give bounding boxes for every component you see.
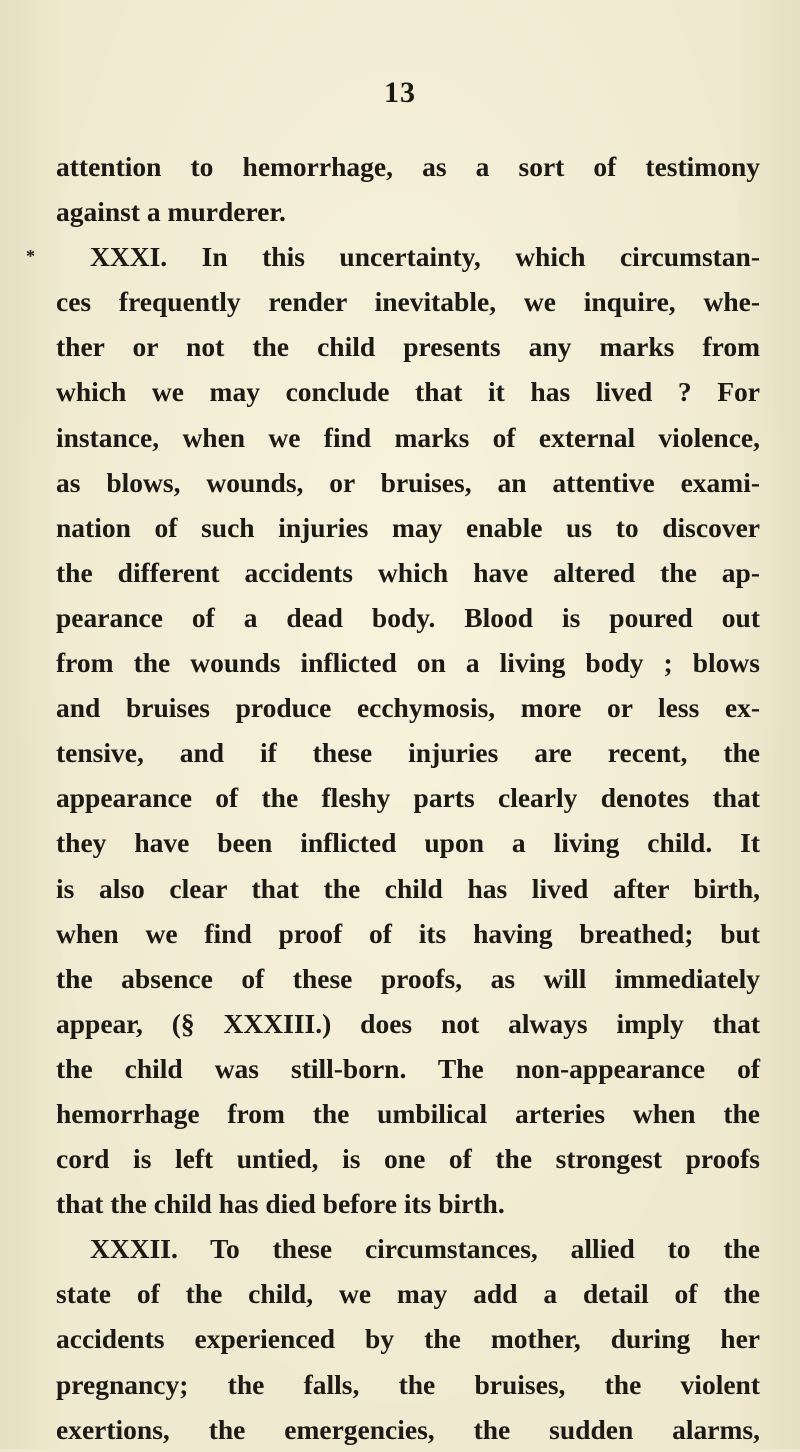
text-line: tensive, and if these injuries are recent, the <box>56 737 760 769</box>
text-line: cord is left untied, is one of the strongest proofs <box>56 1143 760 1175</box>
text-line: ther or not the child presents any marks from <box>56 331 760 363</box>
text-line: nation of such injuries may enable us to discover <box>56 511 760 543</box>
text-line: appear, (§ XXXIII.) does not always imply that <box>56 1007 760 1039</box>
text-line: when we find proof of its having breathed; but <box>56 917 760 949</box>
page-number: 13 <box>384 76 416 109</box>
margin-mark: * <box>26 246 35 266</box>
text-line: and bruises produce ecchymosis, more or less ex- <box>56 692 760 724</box>
text-line: state of the child, we may add a detail of the <box>56 1278 760 1310</box>
text-line: attention to hemorrhage, as a sort of testimony <box>56 151 760 182</box>
text-line: is also clear that the child has lived after birth, <box>56 872 760 904</box>
text-line: which we may conclude that it has lived ? For <box>56 376 760 408</box>
text-line: against a murderer. <box>56 196 286 228</box>
text-line: from the wounds inflicted on a living body ; blows <box>56 647 760 679</box>
text-line: the absence of these proofs, as will immediately <box>56 962 760 994</box>
text-line: appearance of the fleshy parts clearly denotes that <box>56 782 760 814</box>
text-line: pearance of a dead body. Blood is poured out <box>56 601 760 633</box>
text-line: that the child has died before its birth. <box>56 1188 505 1220</box>
text-line: they have been inflicted upon a living child. It <box>56 827 760 859</box>
section-heading-line: XXXI. In this uncertainty, which circumstan- <box>90 241 760 273</box>
text-line: accidents experienced by the mother, during her <box>56 1323 760 1355</box>
text-line: as blows, wounds, or bruises, an attentive exami- <box>56 466 760 498</box>
text-line: ces frequently render inevitable, we inquire, whe- <box>56 286 760 318</box>
text-line: hemorrhage from the umbilical arteries when the <box>56 1097 760 1129</box>
text-line: instance, when we find marks of external violence, <box>56 421 760 453</box>
text-line: pregnancy; the falls, the bruises, the violent <box>56 1368 760 1400</box>
section-heading-line: XXXII. To these circumstances, allied to the <box>90 1233 760 1265</box>
text-line: the different accidents which have altered the ap- <box>56 556 760 588</box>
body-text <box>56 144 760 1452</box>
text-line: exertions, the emergencies, the sudden alarms, <box>56 1413 760 1445</box>
text-line: the child was still-born. The non-appearance of <box>56 1052 760 1084</box>
